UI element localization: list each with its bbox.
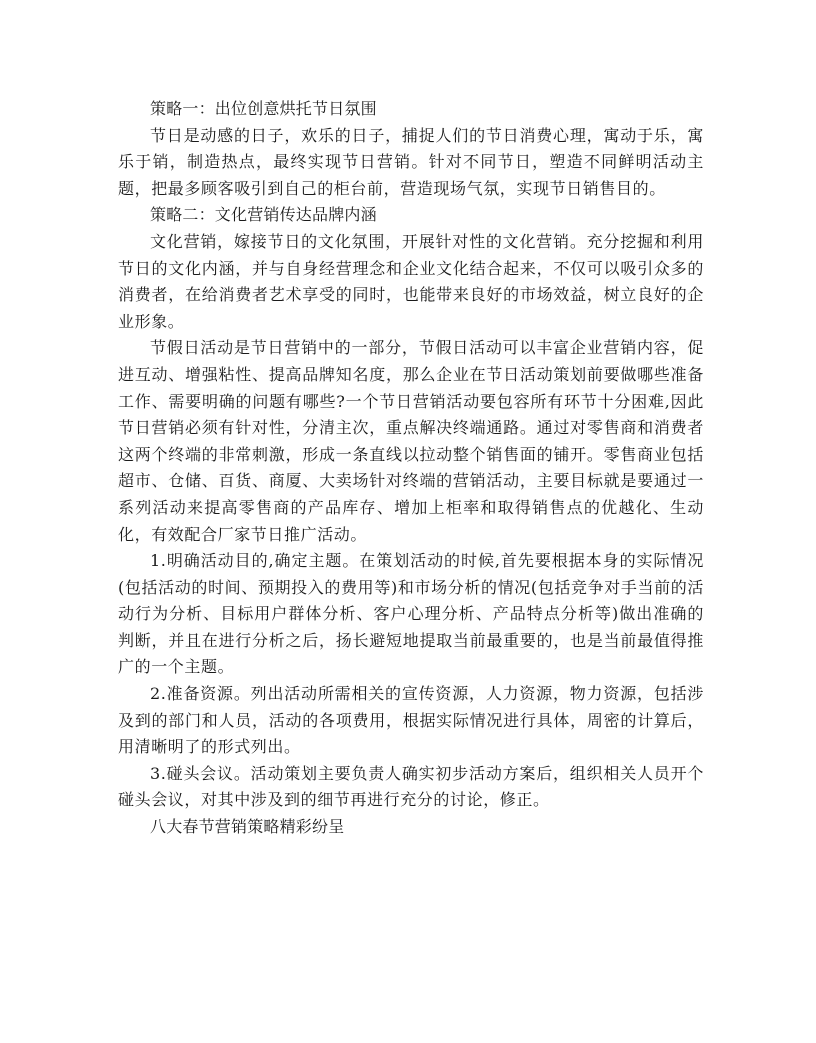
strategy-two-heading: 策略二：文化营销传达品牌内涵 xyxy=(150,205,377,225)
strategy-two-body: 文化营销，嫁接节日的文化氛围，开展针对性的文化营销。充分挖掘和利用节日的文化内涵，并与自身经营理念和企业文化结合起来，不仅可以吸引众多的消费者，在给消费者艺术享受的同时，也能带来良好的市场效益，树立良好的企业形象。 xyxy=(118,231,704,331)
step-one-paragraph: 1.明确活动目的,确定主题。在策划活动的时候,首先要根据本身的实际情况(包括活动的时间、预期投入的费用等)和市场分析的情况(包括竞争对手当前的活动行为分析、目标用户群体分析、客户心理分析、产品特点分析等)做出准确的判断，并且在进行分析之后，扬长避短地提取当前最重要的，也是当前最值得推广的一个主题。 xyxy=(118,551,704,677)
strategy-one-heading: 策略一：出位创意烘托节日氛围 xyxy=(150,99,377,118)
step-three-paragraph: 3.碰头会议。活动策划主要负责人确实初步活动方案后，组织相关人员开个碰头会议，对其中涉及到的细节再进行充分的讨论，修正。 xyxy=(118,763,704,810)
step-two-paragraph: 2.准备资源。列出活动所需相关的宣传资源，人力资源，物力资源，包括涉及到的部门和人员，活动的各项费用，根据实际情况进行具体，周密的计算后，用清晰明了的形式列出。 xyxy=(118,684,704,757)
spring-festival-heading: 八大春节营销策略精彩纷呈 xyxy=(150,817,345,837)
holiday-activity-paragraph: 节假日活动是节日营销中的一部分，节假日活动可以丰富企业营销内容，促进互动、增强粘性、提高品牌知名度，那么企业在节日活动策划前要做哪些准备工作、需要明确的问题有哪些?一个节日营销活动要包容所有环节十分困难,因此节日营销必须有针对性，分清主次，重点解决终端通路。通过对零售商和消费者这两个终端的非常刺激，形成一条直线以拉动整个销售面的铺开。零售商业包括超市、仓储、百货、商厦、大卖场针对终端的营销活动，主要目标就是要通过一系列活动来提高零售商的产品库存、增加上柜率和取得销售点的优越化、生动化，有效配合厂家节日推广活动。 xyxy=(118,338,704,544)
document-page xyxy=(118,96,704,841)
strategy-one-body: 节日是动感的日子，欢乐的日子，捕捉人们的节日消费心理，寓动于乐，寓乐于销，制造热点，最终实现节日营销。针对不同节日，塑造不同鲜明活动主题，把最多顾客吸引到自己的柜台前，营造现场气氛，实现节日销售目的。 xyxy=(118,125,704,198)
